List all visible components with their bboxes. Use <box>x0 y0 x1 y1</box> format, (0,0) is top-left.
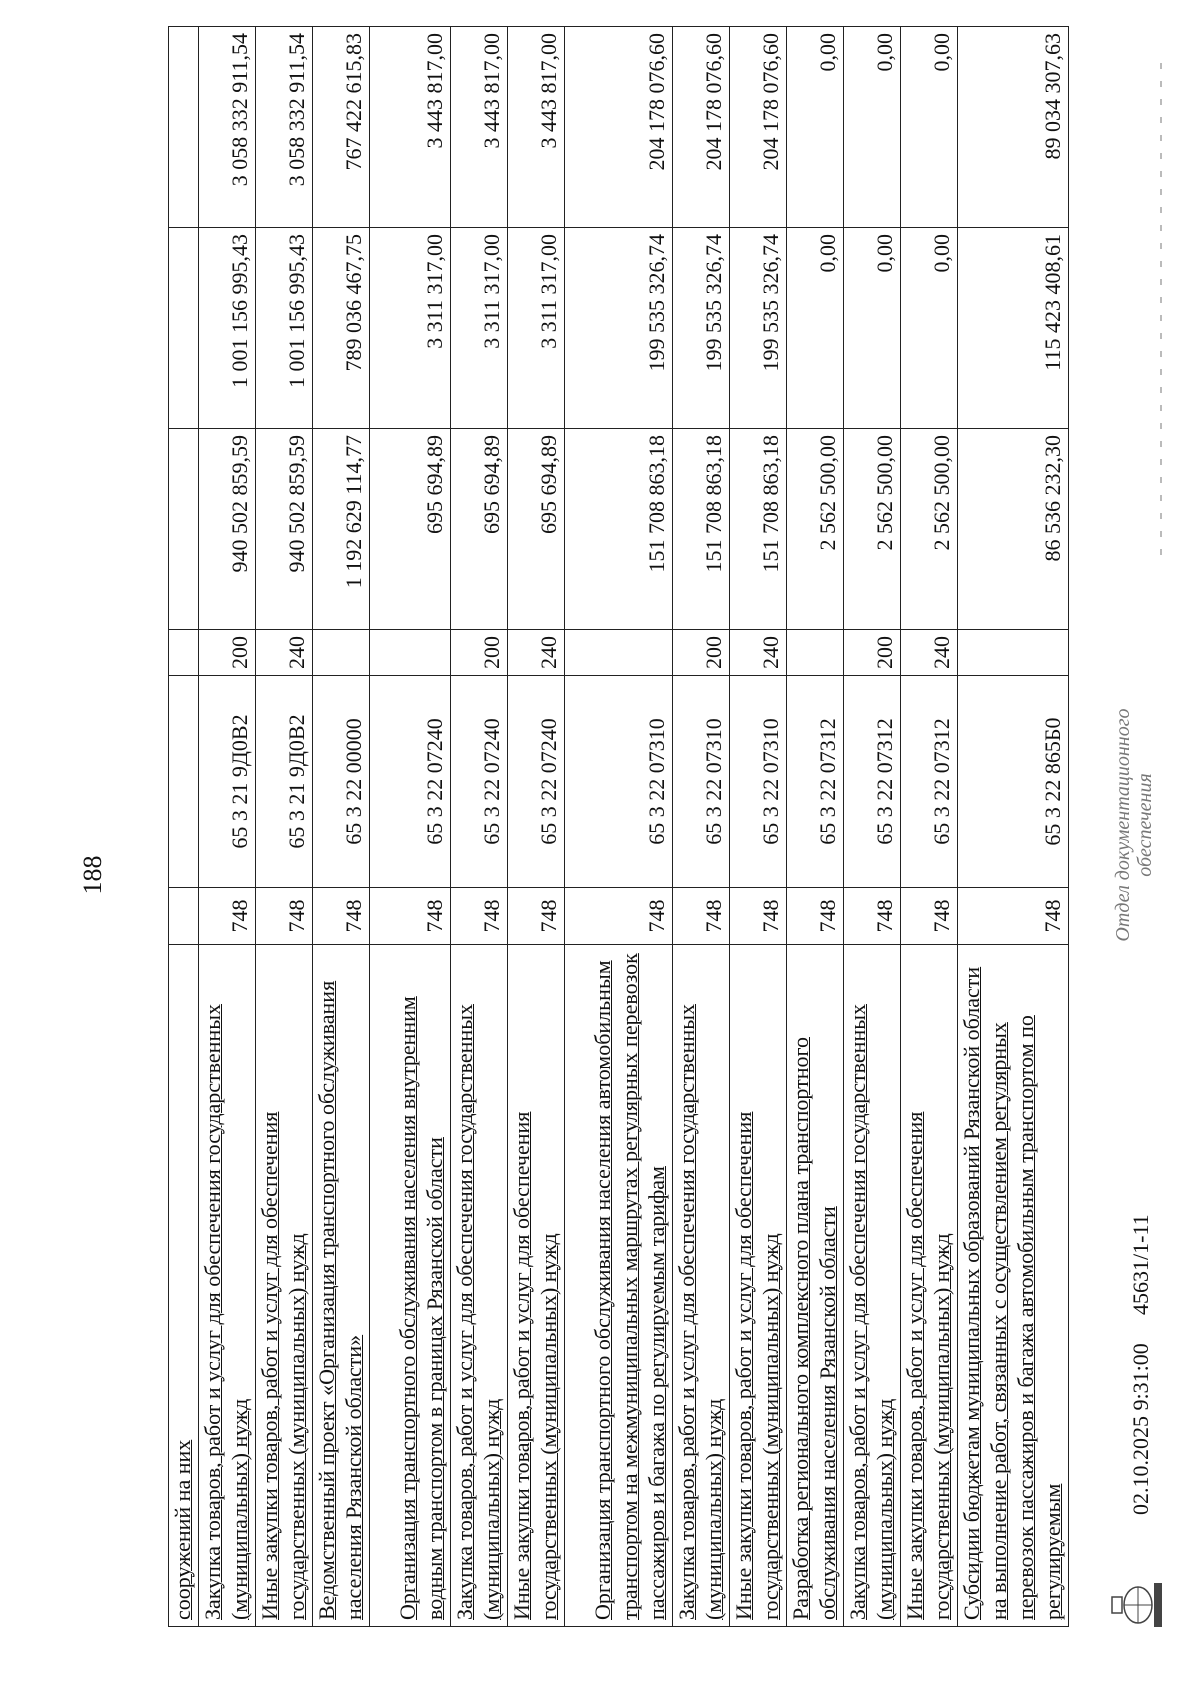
row-amount-1: 151 708 863,18 <box>673 429 730 630</box>
row-name <box>370 945 451 1627</box>
row-amount-3 <box>169 27 199 228</box>
row-expense-type: 240 <box>508 630 565 676</box>
row-amount-1: 151 708 863,18 <box>730 429 787 630</box>
row-target-code: 65 3 22 07240 <box>508 676 565 888</box>
row-amount-2: 1 001 156 995,43 <box>199 228 256 429</box>
row-amount-1: 2 562 500,00 <box>844 429 901 630</box>
table-row <box>256 27 313 1627</box>
row-name <box>565 945 673 1627</box>
row-admin-code: 748 <box>199 888 256 945</box>
row-expense-type: 200 <box>673 630 730 676</box>
row-amount-3: 0,00 <box>787 27 844 228</box>
row-expense-type <box>958 630 1069 676</box>
emblem-icon <box>1108 1575 1168 1635</box>
row-name-text: Субсидии бюджетам муниципальных образований Рязанской области на выполнение работ, связанных с осуществлением регулярных перевозок пассажиров и багажа автомобильным транспортом по регулируемым <box>959 966 1065 1620</box>
row-name-text: Закупка товаров, работ и услуг для обеспечения государственных (муниципальных) нужд <box>845 1003 897 1620</box>
page-number: 188 <box>78 855 107 895</box>
row-admin-code: 748 <box>313 888 370 945</box>
row-admin-code: 748 <box>565 888 673 945</box>
row-amount-2: 3 311 317,00 <box>370 228 451 429</box>
row-target-code: 65 3 22 07312 <box>901 676 958 888</box>
row-expense-type <box>370 630 451 676</box>
row-amount-3: 767 422 615,83 <box>313 27 370 228</box>
row-name-text: Организация транспортного обслуживания населения автомобильным транспортом на межмуниципальных маршрутах регулярных перевозок пассажиров и багажа по регулируемым тарифам <box>590 953 669 1620</box>
row-amount-1: 695 694,89 <box>508 429 565 630</box>
row-amount-2 <box>169 228 199 429</box>
row-expense-type: 240 <box>256 630 313 676</box>
row-target-code: 65 3 22 07312 <box>844 676 901 888</box>
stamp-line: Отдел документационного <box>1112 708 1134 942</box>
row-name-text: Закупка товаров, работ и услуг для обеспечения государственных (муниципальных) нужд <box>674 1003 726 1620</box>
department-stamp <box>1112 635 1156 1015</box>
stamp-line: обеспечения <box>1134 773 1156 877</box>
table-row <box>370 27 451 1627</box>
row-amount-3: 0,00 <box>901 27 958 228</box>
row-amount-3: 3 443 817,00 <box>370 27 451 228</box>
table-row <box>844 27 901 1627</box>
row-amount-2: 0,00 <box>901 228 958 429</box>
table-row <box>313 27 370 1627</box>
row-name <box>844 945 901 1627</box>
row-amount-3: 3 443 817,00 <box>508 27 565 228</box>
row-target-code: 65 3 21 9Д0В2 <box>199 676 256 888</box>
row-amount-2: 199 535 326,74 <box>673 228 730 429</box>
row-admin-code: 748 <box>958 888 1069 945</box>
row-amount-2: 199 535 326,74 <box>565 228 673 429</box>
table-row <box>451 27 508 1627</box>
row-amount-2: 3 311 317,00 <box>508 228 565 429</box>
row-admin-code <box>169 888 199 945</box>
row-amount-2: 789 036 467,75 <box>313 228 370 429</box>
row-amount-3: 89 034 307,63 <box>958 27 1069 228</box>
row-admin-code: 748 <box>901 888 958 945</box>
row-name-text: сооружений на них <box>170 1439 195 1620</box>
row-amount-1: 2 562 500,00 <box>787 429 844 630</box>
row-amount-1: 1 192 629 114,77 <box>313 429 370 630</box>
row-name-text: Закупка товаров, работ и услуг для обеспечения государственных (муниципальных) нужд <box>200 1003 252 1620</box>
row-expense-type: 240 <box>901 630 958 676</box>
row-name-text: Ведомственный проект «Организация транспортного обслуживания населения Рязанской области» <box>314 980 366 1620</box>
row-name-text: Иные закупки товаров, работ и услуг для обеспечения государственных (муниципальных) нужд <box>731 1111 783 1620</box>
row-name <box>508 945 565 1627</box>
row-name-text: Закупка товаров, работ и услуг для обеспечения государственных (муниципальных) нужд <box>452 1003 504 1620</box>
row-expense-type: 200 <box>451 630 508 676</box>
row-amount-2: 1 001 156 995,43 <box>256 228 313 429</box>
row-name <box>730 945 787 1627</box>
row-amount-1: 2 562 500,00 <box>901 429 958 630</box>
row-target-code: 65 3 22 07310 <box>730 676 787 888</box>
row-name <box>199 945 256 1627</box>
row-name <box>901 945 958 1627</box>
row-amount-3: 204 178 076,60 <box>673 27 730 228</box>
row-name <box>313 945 370 1627</box>
row-admin-code: 748 <box>451 888 508 945</box>
row-amount-1 <box>169 429 199 630</box>
row-amount-3: 204 178 076,60 <box>730 27 787 228</box>
row-amount-2: 0,00 <box>844 228 901 429</box>
table-row <box>199 27 256 1627</box>
footer-date: 02.10.2025 9:31:00 <box>1128 1343 1153 1515</box>
row-target-code: 65 3 22 07240 <box>370 676 451 888</box>
row-amount-1: 940 502 859,59 <box>199 429 256 630</box>
row-name <box>787 945 844 1627</box>
row-amount-3: 3 058 332 911,54 <box>199 27 256 228</box>
row-admin-code: 748 <box>256 888 313 945</box>
row-target-code: 65 3 22 07310 <box>673 676 730 888</box>
table-row <box>169 27 199 1627</box>
row-target-code: 65 3 22 00000 <box>313 676 370 888</box>
row-amount-1: 151 708 863,18 <box>565 429 673 630</box>
row-name-text: Разработка регионального комплексного плана транспортного обслуживания населения Рязанской области <box>788 1037 840 1620</box>
table-row <box>958 27 1069 1627</box>
row-amount-2: 199 535 326,74 <box>730 228 787 429</box>
row-amount-3: 0,00 <box>844 27 901 228</box>
row-amount-1: 695 694,89 <box>370 429 451 630</box>
row-amount-3: 204 178 076,60 <box>565 27 673 228</box>
table-row <box>901 27 958 1627</box>
row-expense-type <box>565 630 673 676</box>
row-amount-2: 0,00 <box>787 228 844 429</box>
row-expense-type: 200 <box>199 630 256 676</box>
row-amount-3: 3 443 817,00 <box>451 27 508 228</box>
table-row <box>508 27 565 1627</box>
row-amount-1: 695 694,89 <box>451 429 508 630</box>
row-amount-1: 86 536 232,30 <box>958 429 1069 630</box>
row-target-code: 65 3 22 07240 <box>451 676 508 888</box>
row-name-text: Иные закупки товаров, работ и услуг для обеспечения государственных (муниципальных) нужд <box>902 1111 954 1620</box>
scan-artifact <box>1160 55 1162 555</box>
table-row <box>787 27 844 1627</box>
row-target-code: 65 3 21 9Д0В2 <box>256 676 313 888</box>
row-target-code: 65 3 22 865Б0 <box>958 676 1069 888</box>
row-expense-type <box>169 630 199 676</box>
footer-doc-id: 45631/1-11 <box>1128 1214 1153 1315</box>
row-name <box>673 945 730 1627</box>
row-name <box>958 945 1069 1627</box>
row-target-code: 65 3 22 07310 <box>565 676 673 888</box>
row-expense-type: 200 <box>844 630 901 676</box>
row-target-code: 65 3 22 07312 <box>787 676 844 888</box>
row-admin-code: 748 <box>508 888 565 945</box>
row-name <box>451 945 508 1627</box>
row-expense-type: 240 <box>730 630 787 676</box>
row-expense-type <box>787 630 844 676</box>
budget-table <box>168 26 1069 1627</box>
row-amount-3: 3 058 332 911,54 <box>256 27 313 228</box>
row-admin-code: 748 <box>730 888 787 945</box>
row-amount-2: 115 423 408,61 <box>958 228 1069 429</box>
row-name-text: Иные закупки товаров, работ и услуг для обеспечения государственных (муниципальных) нужд <box>257 1111 309 1620</box>
table-row <box>565 27 673 1627</box>
table-row <box>730 27 787 1627</box>
row-amount-2: 3 311 317,00 <box>451 228 508 429</box>
row-admin-code: 748 <box>844 888 901 945</box>
row-admin-code: 748 <box>787 888 844 945</box>
row-expense-type <box>313 630 370 676</box>
row-name-text: Организация транспортного обслуживания населения внутренним водным транспортом в границах Рязанской области <box>395 996 447 1620</box>
row-name-text: Иные закупки товаров, работ и услуг для обеспечения государственных (муниципальных) нужд <box>509 1111 561 1620</box>
row-name <box>256 945 313 1627</box>
table-row <box>673 27 730 1627</box>
row-admin-code: 748 <box>370 888 451 945</box>
row-amount-1: 940 502 859,59 <box>256 429 313 630</box>
row-name <box>169 945 199 1627</box>
row-target-code <box>169 676 199 888</box>
row-admin-code: 748 <box>673 888 730 945</box>
